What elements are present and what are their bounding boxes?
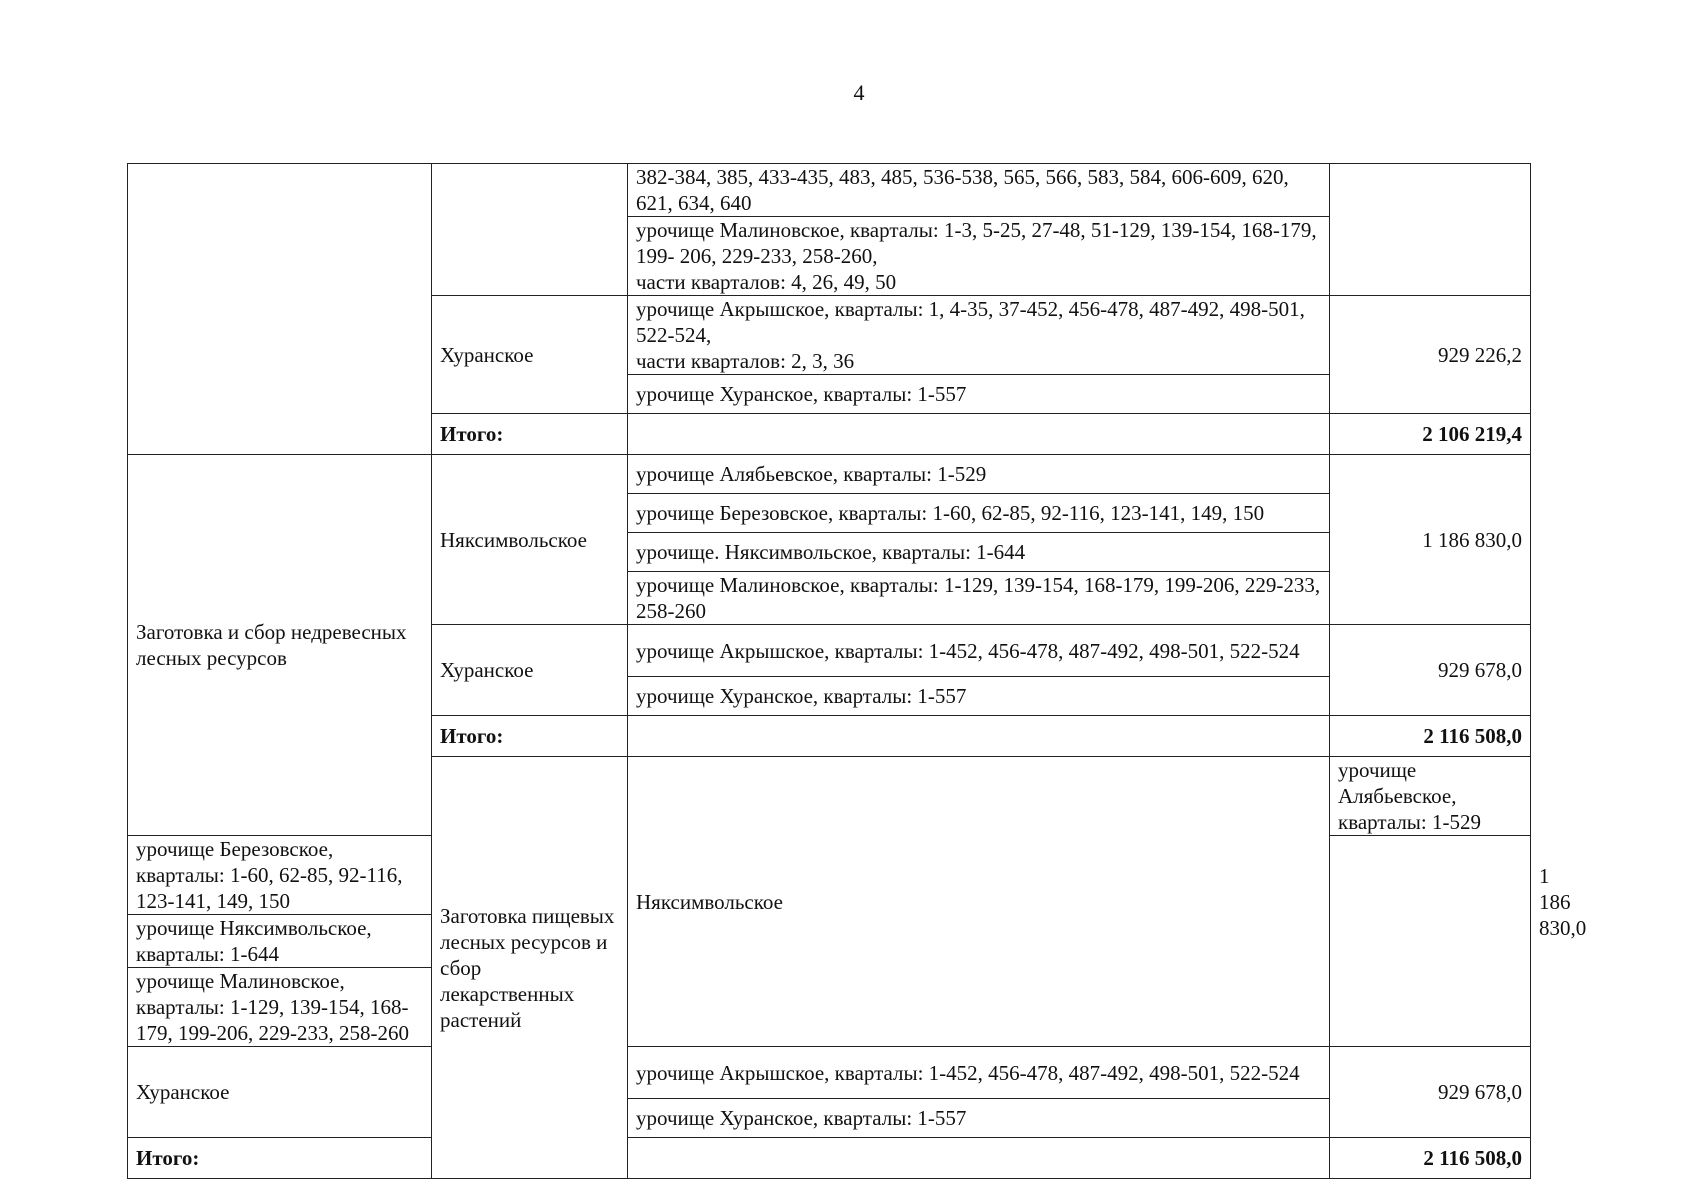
activity-name: Заготовка пищевых лесных ресурсов и сбор лекарственных растений bbox=[432, 757, 628, 1179]
table-row: Заготовка пищевых лесных ресурсов и сбор лекарственных растений Няксимвольское урочище Алябьевское, кварталы: 1-529 1 186 830,0 bbox=[128, 757, 1531, 836]
forestry-name: Хуранское bbox=[432, 625, 628, 716]
forestry-name: Хуранское bbox=[432, 296, 628, 414]
volume-cell bbox=[1330, 164, 1531, 296]
area-cell: урочище Акрышское, кварталы: 1-452, 456-478, 487-492, 498-501, 522-524 bbox=[628, 1047, 1330, 1099]
area-cell: урочище Алябьевское, кварталы: 1-529 bbox=[1330, 757, 1531, 836]
area-cell: урочище Малиновское, кварталы: 1-129, 139-154, 168-179, 199-206, 229-233, 258-260 bbox=[628, 572, 1330, 625]
total-value: 2 116 508,0 bbox=[1330, 1138, 1531, 1179]
forestry-name: Хуранское bbox=[128, 1047, 432, 1138]
area-cell: урочище Березовское, кварталы: 1-60, 62-85, 92-116, 123-141, 149, 150 bbox=[628, 494, 1330, 533]
area-cell: урочище Малиновское, кварталы: 1-3, 5-25, 27-48, 51-129, 139-154, 168-179, 199- 206, 229-233, 258-260, части кварталов: 4, 26, 49, 50 bbox=[628, 217, 1330, 296]
total-label: Итого: bbox=[128, 1138, 432, 1179]
empty-cell bbox=[628, 716, 1330, 757]
table-row bbox=[128, 164, 1531, 217]
empty-cell bbox=[628, 414, 1330, 455]
total-label: Итого: bbox=[432, 414, 628, 455]
table-row bbox=[128, 455, 1531, 494]
page-number: 4 bbox=[853, 80, 865, 105]
activity-cell bbox=[128, 164, 432, 455]
area-cell: урочище Хуранское, кварталы: 1-557 bbox=[628, 677, 1330, 716]
area-cell: 382-384, 385, 433-435, 483, 485, 536-538, 565, 566, 583, 584, 606-609, 620, 621, 634, 640 bbox=[628, 164, 1330, 217]
empty-cell bbox=[628, 1138, 1330, 1179]
volume-value: 929 226,2 bbox=[1330, 296, 1531, 414]
area-cell: урочище Акрышское, кварталы: 1-452, 456-478, 487-492, 498-501, 522-524 bbox=[628, 625, 1330, 677]
area-cell: урочище Хуранское, кварталы: 1-557 bbox=[628, 375, 1330, 414]
forestry-name: Няксимвольское bbox=[628, 757, 1330, 1047]
volume-value: 1 186 830,0 bbox=[1330, 455, 1531, 625]
total-row bbox=[128, 1138, 1531, 1179]
table-row bbox=[128, 1047, 1531, 1099]
total-value: 2 106 219,4 bbox=[1330, 414, 1531, 455]
forestry-cell bbox=[432, 164, 628, 296]
area-cell: урочище Хуранское, кварталы: 1-557 bbox=[628, 1099, 1330, 1138]
area-cell: урочище. Няксимвольское, кварталы: 1-644 bbox=[628, 533, 1330, 572]
volume-value: 929 678,0 bbox=[1330, 625, 1531, 716]
area-cell: урочище Березовское, кварталы: 1-60, 62-85, 92-116, 123-141, 149, 150 bbox=[128, 836, 432, 915]
area-cell: урочище Алябьевское, кварталы: 1-529 bbox=[628, 455, 1330, 494]
total-label: Итого: bbox=[432, 716, 628, 757]
activity-name: Заготовка и сбор недревесных лесных ресурсов bbox=[128, 455, 432, 836]
forestry-name: Няксимвольское bbox=[432, 455, 628, 625]
area-cell: урочище Малиновское, кварталы: 1-129, 139-154, 168-179, 199-206, 229-233, 258-260 bbox=[128, 968, 432, 1047]
allocation-table bbox=[127, 163, 1587, 1179]
total-value: 2 116 508,0 bbox=[1330, 716, 1531, 757]
area-cell: урочище Няксимвольское, кварталы: 1-644 bbox=[128, 915, 432, 968]
area-cell: урочище Акрышское, кварталы: 1, 4-35, 37-452, 456-478, 487-492, 498-501, 522-524, части кварталов: 2, 3, 36 bbox=[628, 296, 1330, 375]
volume-value: 929 678,0 bbox=[1330, 1047, 1531, 1138]
